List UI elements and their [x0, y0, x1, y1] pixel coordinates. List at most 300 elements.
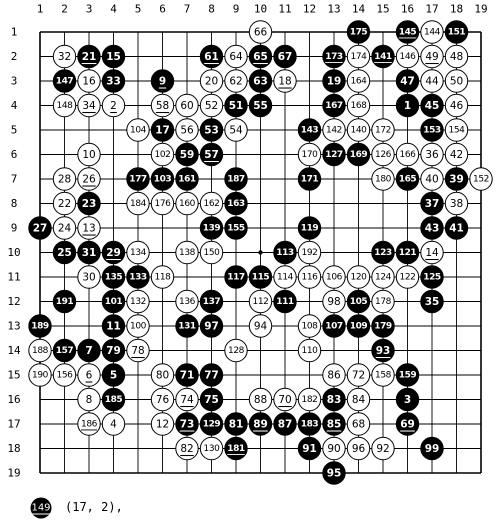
white-stone	[78, 168, 100, 190]
white-stone	[298, 388, 320, 410]
row-label: 14	[7, 344, 21, 357]
move-number: 23	[81, 198, 97, 210]
white-stone	[151, 388, 173, 410]
white-stone	[347, 70, 369, 92]
white-stone	[445, 70, 467, 92]
white-stone	[421, 168, 443, 190]
move-number: 174	[350, 52, 367, 62]
row-label: 7	[10, 172, 18, 186]
column-label: 14	[351, 2, 366, 16]
row-label: 12	[7, 295, 21, 308]
white-stone	[200, 241, 222, 263]
white-stone	[298, 266, 320, 288]
move-number: 119	[300, 223, 319, 234]
white-stone	[298, 315, 320, 337]
white-stone	[200, 192, 222, 214]
black-stone	[323, 94, 345, 116]
white-stone	[53, 168, 75, 190]
move-number: 24	[57, 222, 72, 235]
white-stone	[127, 290, 149, 312]
move-number: 129	[202, 419, 221, 430]
footnote-stone	[29, 497, 53, 519]
white-stone	[53, 94, 75, 116]
black-stone	[102, 364, 124, 386]
move-number: 43	[424, 222, 440, 235]
move-number: 57	[204, 149, 219, 161]
white-stone	[53, 217, 75, 239]
black-stone	[225, 192, 247, 214]
black-stone	[78, 192, 100, 214]
move-number: 46	[449, 100, 464, 112]
column-label: 1	[36, 2, 44, 16]
move-number: 177	[129, 174, 147, 185]
column-label: 19	[474, 2, 488, 16]
move-number: 36	[425, 149, 439, 161]
black-stone	[323, 143, 345, 165]
black-stone	[274, 45, 296, 67]
move-number: 74	[180, 394, 194, 406]
move-number: 76	[155, 394, 170, 406]
move-number: 68	[351, 418, 366, 431]
move-number: 67	[277, 51, 293, 63]
row-label: 9	[10, 221, 18, 235]
white-stone	[200, 94, 222, 116]
move-number: 34	[82, 100, 96, 112]
row-label: 18	[7, 442, 21, 455]
move-number: 164	[350, 76, 367, 87]
row-label: 5	[10, 123, 18, 137]
move-number: 188	[32, 346, 48, 356]
black-stone	[372, 45, 394, 67]
black-stone	[396, 364, 418, 386]
white-stone	[421, 143, 443, 165]
black-stone	[78, 339, 100, 361]
move-number: 73	[179, 418, 195, 431]
black-stone	[249, 413, 271, 435]
move-number: 189	[31, 321, 49, 332]
move-number: 150	[203, 248, 220, 258]
move-number: 175	[349, 27, 368, 38]
move-number: 173	[325, 52, 343, 62]
white-stone	[127, 339, 149, 361]
move-number: 29	[106, 247, 121, 259]
move-number: 85	[326, 418, 342, 431]
move-number: 162	[203, 199, 220, 209]
move-number: 141	[374, 52, 392, 62]
black-stone	[396, 70, 418, 92]
black-stone	[78, 45, 100, 67]
move-number: 7	[85, 345, 93, 357]
move-number: 8	[85, 394, 93, 406]
column-label: 2	[61, 2, 68, 16]
white-stone	[372, 168, 394, 190]
black-stone	[372, 339, 394, 361]
move-number: 11	[106, 320, 121, 333]
row-label: 15	[7, 368, 21, 382]
move-number: 86	[327, 369, 341, 382]
white-stone	[78, 70, 100, 92]
row-label: 4	[10, 99, 18, 112]
white-stone	[151, 192, 173, 214]
black-stone	[298, 217, 320, 239]
black-stone	[323, 45, 345, 67]
move-number: 77	[204, 369, 219, 382]
move-number: 88	[253, 394, 268, 406]
white-stone	[347, 45, 369, 67]
white-stone	[372, 266, 394, 288]
white-stone	[445, 45, 467, 67]
black-stone	[396, 168, 418, 190]
move-number: 109	[349, 321, 368, 332]
black-stone	[421, 119, 443, 141]
move-number: 83	[326, 394, 342, 406]
white-stone	[274, 70, 296, 92]
white-stone	[176, 94, 198, 116]
move-number: 172	[375, 125, 391, 136]
black-stone	[372, 315, 394, 337]
move-number: 116	[301, 272, 318, 283]
black-stone	[102, 45, 124, 67]
white-stone	[78, 266, 100, 288]
column-label: 12	[302, 2, 317, 16]
move-number: 103	[153, 174, 172, 185]
black-stone	[298, 168, 320, 190]
move-number: 14	[425, 247, 439, 259]
white-stone	[249, 315, 271, 337]
move-number: 33	[106, 75, 121, 88]
black-stone	[102, 388, 124, 410]
white-stone	[249, 290, 271, 312]
black-stone	[102, 70, 124, 92]
move-number: 64	[229, 51, 243, 63]
black-stone	[200, 364, 222, 386]
move-number: 156	[56, 370, 73, 381]
white-stone	[127, 315, 149, 337]
black-stone	[53, 339, 75, 361]
row-label: 13	[7, 319, 21, 333]
move-number: 60	[180, 100, 194, 112]
move-number: 147	[55, 76, 74, 87]
black-stone	[274, 290, 296, 312]
white-stone	[78, 388, 100, 410]
black-stone	[225, 217, 247, 239]
white-stone	[445, 94, 467, 116]
black-stone	[102, 241, 124, 263]
white-stone	[372, 364, 394, 386]
move-number: 27	[32, 222, 48, 235]
white-stone	[225, 45, 247, 67]
column-label: 6	[159, 2, 166, 16]
white-stone	[78, 94, 100, 116]
black-stone	[200, 119, 222, 141]
move-number: 153	[423, 125, 441, 136]
move-number: 140	[350, 125, 367, 136]
move-number: 15	[106, 51, 121, 63]
move-number: 159	[398, 370, 417, 381]
move-number: 148	[56, 101, 73, 111]
move-number: 44	[425, 75, 439, 88]
black-stone	[78, 241, 100, 263]
move-number: 104	[130, 125, 146, 136]
black-stone	[200, 290, 222, 312]
white-stone	[372, 290, 394, 312]
black-stone	[200, 217, 222, 239]
move-number: 22	[57, 198, 72, 210]
move-number: 91	[302, 443, 317, 455]
white-stone	[127, 119, 149, 141]
black-stone	[151, 70, 173, 92]
move-number: 113	[276, 248, 294, 258]
move-number: 12	[155, 418, 170, 431]
black-stone	[347, 143, 369, 165]
black-stone	[396, 21, 418, 43]
row-label: 1	[10, 25, 18, 39]
white-stone	[347, 413, 369, 435]
white-stone	[225, 339, 247, 361]
white-stone	[274, 388, 296, 410]
row-label: 11	[7, 270, 21, 284]
black-stone	[298, 119, 320, 141]
move-number: 134	[130, 248, 146, 258]
move-number: 19	[326, 75, 342, 88]
black-stone	[445, 217, 467, 239]
white-stone	[78, 413, 100, 435]
move-number: 131	[178, 321, 196, 332]
move-number: 99	[424, 443, 440, 455]
white-stone	[323, 119, 345, 141]
black-stone	[53, 241, 75, 263]
move-number: 4	[110, 418, 117, 431]
white-stone	[372, 437, 394, 459]
white-stone	[347, 119, 369, 141]
black-stone	[445, 21, 467, 43]
white-stone	[445, 192, 467, 214]
move-number: 6	[85, 369, 93, 382]
white-stone	[347, 437, 369, 459]
footnote-stone-number: 149	[31, 502, 51, 514]
black-stone	[225, 266, 247, 288]
row-label: 19	[7, 466, 21, 480]
black-stone	[102, 339, 124, 361]
move-number: 184	[130, 199, 146, 209]
black-stone	[347, 315, 369, 337]
column-label: 7	[183, 2, 191, 16]
move-number: 130	[203, 444, 220, 454]
black-stone	[249, 94, 271, 116]
move-number: 72	[351, 369, 366, 382]
black-stone	[323, 462, 345, 484]
white-stone	[176, 119, 198, 141]
column-label: 18	[449, 2, 464, 16]
move-number: 56	[180, 124, 194, 137]
row-label: 3	[10, 74, 18, 88]
white-stone	[421, 45, 443, 67]
move-number: 42	[449, 149, 464, 161]
footnote-text: (17, 2),	[65, 500, 123, 514]
move-number: 190	[32, 370, 48, 381]
white-stone	[151, 143, 173, 165]
move-number: 158	[375, 370, 391, 381]
move-number: 54	[229, 124, 243, 137]
white-stone	[78, 143, 100, 165]
column-label: 11	[278, 2, 292, 16]
black-stone	[200, 388, 222, 410]
white-stone	[347, 388, 369, 410]
move-number: 92	[376, 443, 390, 455]
column-label: 3	[85, 2, 93, 16]
move-number: 45	[424, 100, 440, 112]
column-label: 16	[400, 2, 415, 16]
black-stone	[347, 290, 369, 312]
move-number: 28	[57, 173, 72, 186]
move-number: 35	[424, 296, 440, 308]
move-number: 94	[253, 320, 268, 333]
move-number: 181	[227, 444, 245, 454]
move-number: 139	[202, 223, 221, 234]
move-number: 37	[424, 198, 440, 210]
white-stone	[372, 143, 394, 165]
move-number: 3	[403, 394, 412, 406]
move-number: 192	[301, 248, 318, 258]
black-stone	[200, 413, 222, 435]
white-stone	[176, 192, 198, 214]
white-stone	[176, 388, 198, 410]
move-number: 90	[327, 443, 341, 455]
move-number: 135	[104, 272, 123, 283]
move-number: 105	[349, 297, 368, 307]
move-number: 120	[350, 272, 367, 283]
move-number: 132	[130, 297, 146, 307]
white-stone	[396, 266, 418, 288]
black-stone	[249, 45, 271, 67]
move-number: 5	[109, 369, 118, 382]
column-label: 9	[232, 2, 240, 16]
white-stone	[176, 241, 198, 263]
black-stone	[53, 290, 75, 312]
move-number: 107	[325, 321, 343, 332]
move-number: 123	[374, 248, 392, 258]
white-stone	[249, 388, 271, 410]
move-number: 9	[158, 75, 167, 88]
black-stone	[323, 315, 345, 337]
white-stone	[29, 339, 51, 361]
move-number: 110	[301, 346, 318, 356]
move-number: 151	[447, 27, 466, 38]
black-stone	[102, 266, 124, 288]
black-stone	[225, 437, 247, 459]
white-stone	[102, 413, 124, 435]
move-number: 186	[81, 419, 97, 430]
column-label: 17	[425, 2, 439, 16]
move-number: 160	[179, 199, 195, 209]
black-stone	[421, 290, 443, 312]
move-number: 2	[110, 100, 117, 112]
white-stone	[53, 364, 75, 386]
move-number: 170	[301, 150, 318, 160]
move-number: 81	[228, 418, 244, 431]
move-number: 30	[82, 271, 96, 284]
move-number: 18	[278, 75, 292, 88]
white-stone	[445, 143, 467, 165]
move-number: 157	[55, 346, 74, 356]
move-number: 80	[155, 369, 170, 382]
move-number: 96	[351, 443, 366, 455]
move-number: 155	[227, 223, 245, 234]
move-number: 93	[375, 345, 391, 357]
black-stone	[421, 94, 443, 116]
move-number: 152	[473, 174, 489, 185]
black-stone	[396, 241, 418, 263]
move-number: 26	[82, 173, 96, 186]
black-stone	[421, 192, 443, 214]
move-number: 25	[57, 247, 72, 259]
black-stone	[396, 94, 418, 116]
white-stone	[29, 364, 51, 386]
move-number: 65	[253, 51, 268, 63]
black-stone	[323, 388, 345, 410]
black-stone	[102, 315, 124, 337]
black-stone	[421, 437, 443, 459]
move-number: 101	[104, 297, 123, 307]
white-stone	[421, 21, 443, 43]
move-number: 52	[204, 100, 219, 112]
move-number: 154	[448, 125, 465, 136]
move-number: 84	[351, 394, 366, 406]
white-stone	[200, 70, 222, 92]
white-stone	[249, 21, 271, 43]
black-stone	[127, 266, 149, 288]
move-number: 171	[300, 174, 319, 185]
white-stone	[53, 45, 75, 67]
black-stone	[176, 364, 198, 386]
move-number: 82	[180, 443, 194, 455]
black-stone	[176, 168, 198, 190]
move-number: 78	[131, 345, 145, 357]
move-number: 187	[227, 174, 245, 185]
move-number: 38	[449, 198, 464, 210]
move-number: 183	[300, 419, 319, 430]
move-number: 20	[204, 75, 219, 88]
move-number: 128	[228, 346, 244, 356]
move-number: 31	[81, 247, 97, 259]
move-number: 180	[375, 174, 391, 185]
move-number: 115	[251, 272, 270, 283]
white-stone	[102, 94, 124, 116]
move-number: 146	[399, 52, 416, 62]
move-number: 50	[449, 75, 464, 88]
move-number: 1	[403, 100, 412, 112]
white-stone	[176, 437, 198, 459]
move-number: 48	[449, 51, 464, 63]
row-label: 2	[10, 50, 18, 63]
move-number: 41	[449, 222, 464, 235]
move-number: 179	[374, 321, 392, 332]
move-number: 145	[398, 27, 417, 38]
move-number: 95	[326, 467, 342, 480]
move-number: 106	[326, 272, 342, 283]
white-stone	[323, 266, 345, 288]
white-stone	[151, 94, 173, 116]
move-number: 163	[227, 199, 245, 209]
white-stone	[347, 266, 369, 288]
black-stone	[372, 241, 394, 263]
black-stone	[176, 315, 198, 337]
white-stone	[151, 266, 173, 288]
move-number: 69	[400, 418, 415, 431]
move-number: 138	[179, 248, 195, 258]
column-label: 5	[134, 2, 142, 16]
move-number: 124	[375, 272, 391, 283]
